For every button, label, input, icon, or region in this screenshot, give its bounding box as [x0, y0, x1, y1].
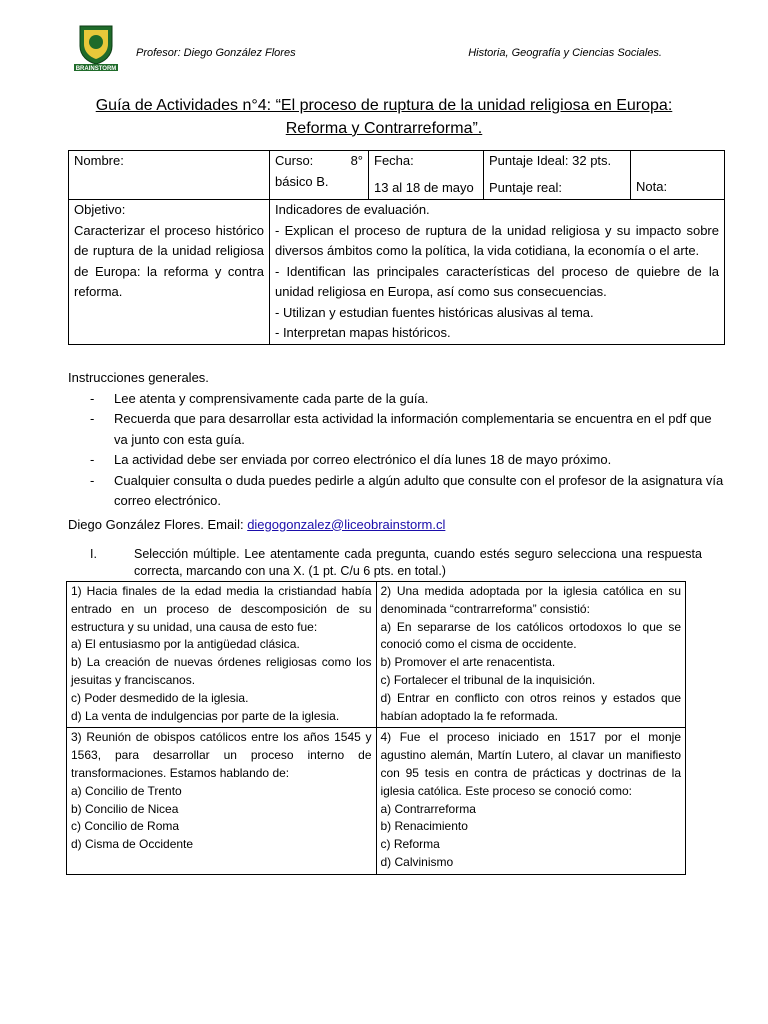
answer-option[interactable]: c) Poder desmedido de la iglesia. [71, 690, 249, 705]
curso-cell [270, 151, 369, 200]
indicadores-cell [270, 200, 725, 345]
nota-label: Nota: [636, 179, 668, 194]
student-info-table [68, 150, 725, 345]
answer-option[interactable]: c) Fortalecer el tribunal de la inquisición. [380, 672, 596, 687]
page-title [60, 94, 708, 140]
instructions-list [68, 389, 728, 512]
answer-option[interactable]: b) Concilio de Nicea [71, 801, 179, 816]
question-3 [67, 728, 377, 874]
question-4 [376, 728, 686, 874]
subject-name: Historia, Geografía y Ciencias Sociales. [468, 47, 662, 59]
answer-option[interactable]: b) La creación de nuevas órdenes religiosas como los jesuitas y franciscanos. [71, 655, 372, 687]
list-item: - Cualquier consulta o duda puedes pedirle a algún adulto que consulte con el profesor de la asignatura vía correo electrónico. [90, 472, 724, 508]
answer-option[interactable]: d) La venta de indulgencias por parte de la iglesia. [71, 708, 340, 723]
puntaje-cell[interactable] [484, 151, 631, 200]
list-item: - Lee atenta y comprensivamente cada parte de la guía. [90, 390, 429, 406]
answer-option[interactable]: a) Concilio de Trento [71, 783, 182, 798]
answer-option[interactable]: b) Renacimiento [380, 819, 468, 834]
fecha-cell [369, 151, 484, 200]
title-line-1: Guía de Actividades n°4: “El proceso de ruptura de la unidad religiosa en Europa: [95, 97, 673, 114]
teacher-name: Profesor: Diego González Flores [136, 47, 296, 59]
puntaje-real: Puntaje real: [489, 179, 562, 195]
indicador-item: - Explican el proceso de ruptura de la unidad religiosa y su impacto sobre diversos ámbitos como la política, la vida cotidiana, la economía o el arte. [275, 222, 719, 258]
answer-option[interactable]: a) Contrarreforma [380, 801, 476, 816]
general-instructions [68, 368, 728, 535]
answer-option[interactable]: d) Calvinismo [380, 854, 454, 869]
section-number: I. [90, 547, 97, 561]
answer-option[interactable]: d) Cisma de Occidente [71, 837, 194, 852]
section-one-instructions [90, 546, 702, 580]
indicador-item: - Interpretan mapas históricos. [275, 325, 451, 340]
indicador-item: - Identifican las principales características del proceso de quiebre de la unidad religiosa en Europa, así como sus consecuencias. [275, 263, 719, 299]
answer-option[interactable]: c) Concilio de Roma [71, 819, 180, 834]
puntaje-ideal: Puntaje Ideal: 32 pts. [489, 153, 612, 168]
list-item: - Recuerda que para desarrollar esta actividad la información complementaria se encuentra en el pdf que va junto con esta guía. [90, 411, 712, 447]
fecha-value: 13 al 18 de mayo [374, 179, 474, 195]
objetivo-label: Objetivo: [74, 202, 126, 217]
curso-value-grade: 8° [350, 153, 363, 168]
answer-option[interactable]: a) El entusiasmo por la antigüedad clásica. [71, 637, 300, 652]
question-stem: 2) Una medida adoptada por la iglesia católica en su denominada “contrarreforma” consistió: [380, 584, 681, 616]
nombre-cell[interactable] [69, 151, 270, 200]
question-2 [376, 582, 686, 728]
answer-option[interactable]: a) En separarse de los católicos ortodoxos lo que se conoció como el cisma de occidente. [380, 619, 681, 652]
section-text: Selección múltiple. Lee atentamente cada pregunta, cuando estés seguro selecciona una respuesta correcta, marcando con una X. (1 pt. C/u 6 pts. en total.) [134, 547, 702, 578]
school-logo [70, 24, 122, 74]
list-item: - La actividad debe ser enviada por correo electrónico el día lunes 18 de mayo próximo. [90, 452, 612, 467]
curso-value-level: básico B. [275, 173, 329, 189]
indicadores-label: Indicadores de evaluación. [275, 202, 430, 217]
indicador-item: - Utilizan y estudian fuentes históricas alusivas al tema. [275, 304, 594, 320]
nota-cell[interactable] [631, 151, 725, 200]
email-link[interactable]: diegogonzalez@liceobrainstorm.cl [247, 516, 446, 532]
contact-prefix: Diego González Flores. Email: [68, 516, 248, 532]
answer-option[interactable]: c) Reforma [380, 837, 440, 852]
question-stem: 3) Reunión de obispos católicos entre los años 1545 y 1563, para desarrollar un proceso interno de transformaciones. Estamos hablando de: [71, 730, 372, 780]
title-line-2: Reforma y Contrarreforma”. [285, 120, 483, 137]
nombre-label: Nombre: [74, 153, 124, 168]
question-stem: 4) Fue el proceso iniciado en 1517 por el monje agustino alemán, Martín Lutero, al clavar un manifiesto con 95 tesis en contra de prácticas y doctrinas de la iglesia católica. Este proceso se conoció como: [380, 730, 681, 798]
curso-label: Curso: [275, 153, 314, 168]
contact-line [68, 515, 728, 536]
logo-text: BRAINSTORM [75, 66, 117, 72]
objetivo-cell [69, 200, 270, 345]
answer-option[interactable]: b) Promover el arte renacentista. [380, 655, 556, 670]
question-1 [67, 582, 377, 728]
instructions-heading: Instrucciones generales. [68, 370, 209, 385]
questions-table [66, 581, 686, 875]
objetivo-text: Caracterizar el proceso histórico de ruptura de la unidad religiosa de Europa: la reforma y contra reforma. [74, 222, 264, 299]
fecha-label: Fecha: [374, 153, 414, 168]
answer-option[interactable]: d) Entrar en conflicto con otros reinos y estados que habían adoptado la fe reformada. [380, 690, 681, 723]
question-stem: 1) Hacia finales de la edad media la cristiandad había entrado en un proceso de descomposición de su estructura y su unidad, una causa de esto fue: [71, 584, 372, 634]
